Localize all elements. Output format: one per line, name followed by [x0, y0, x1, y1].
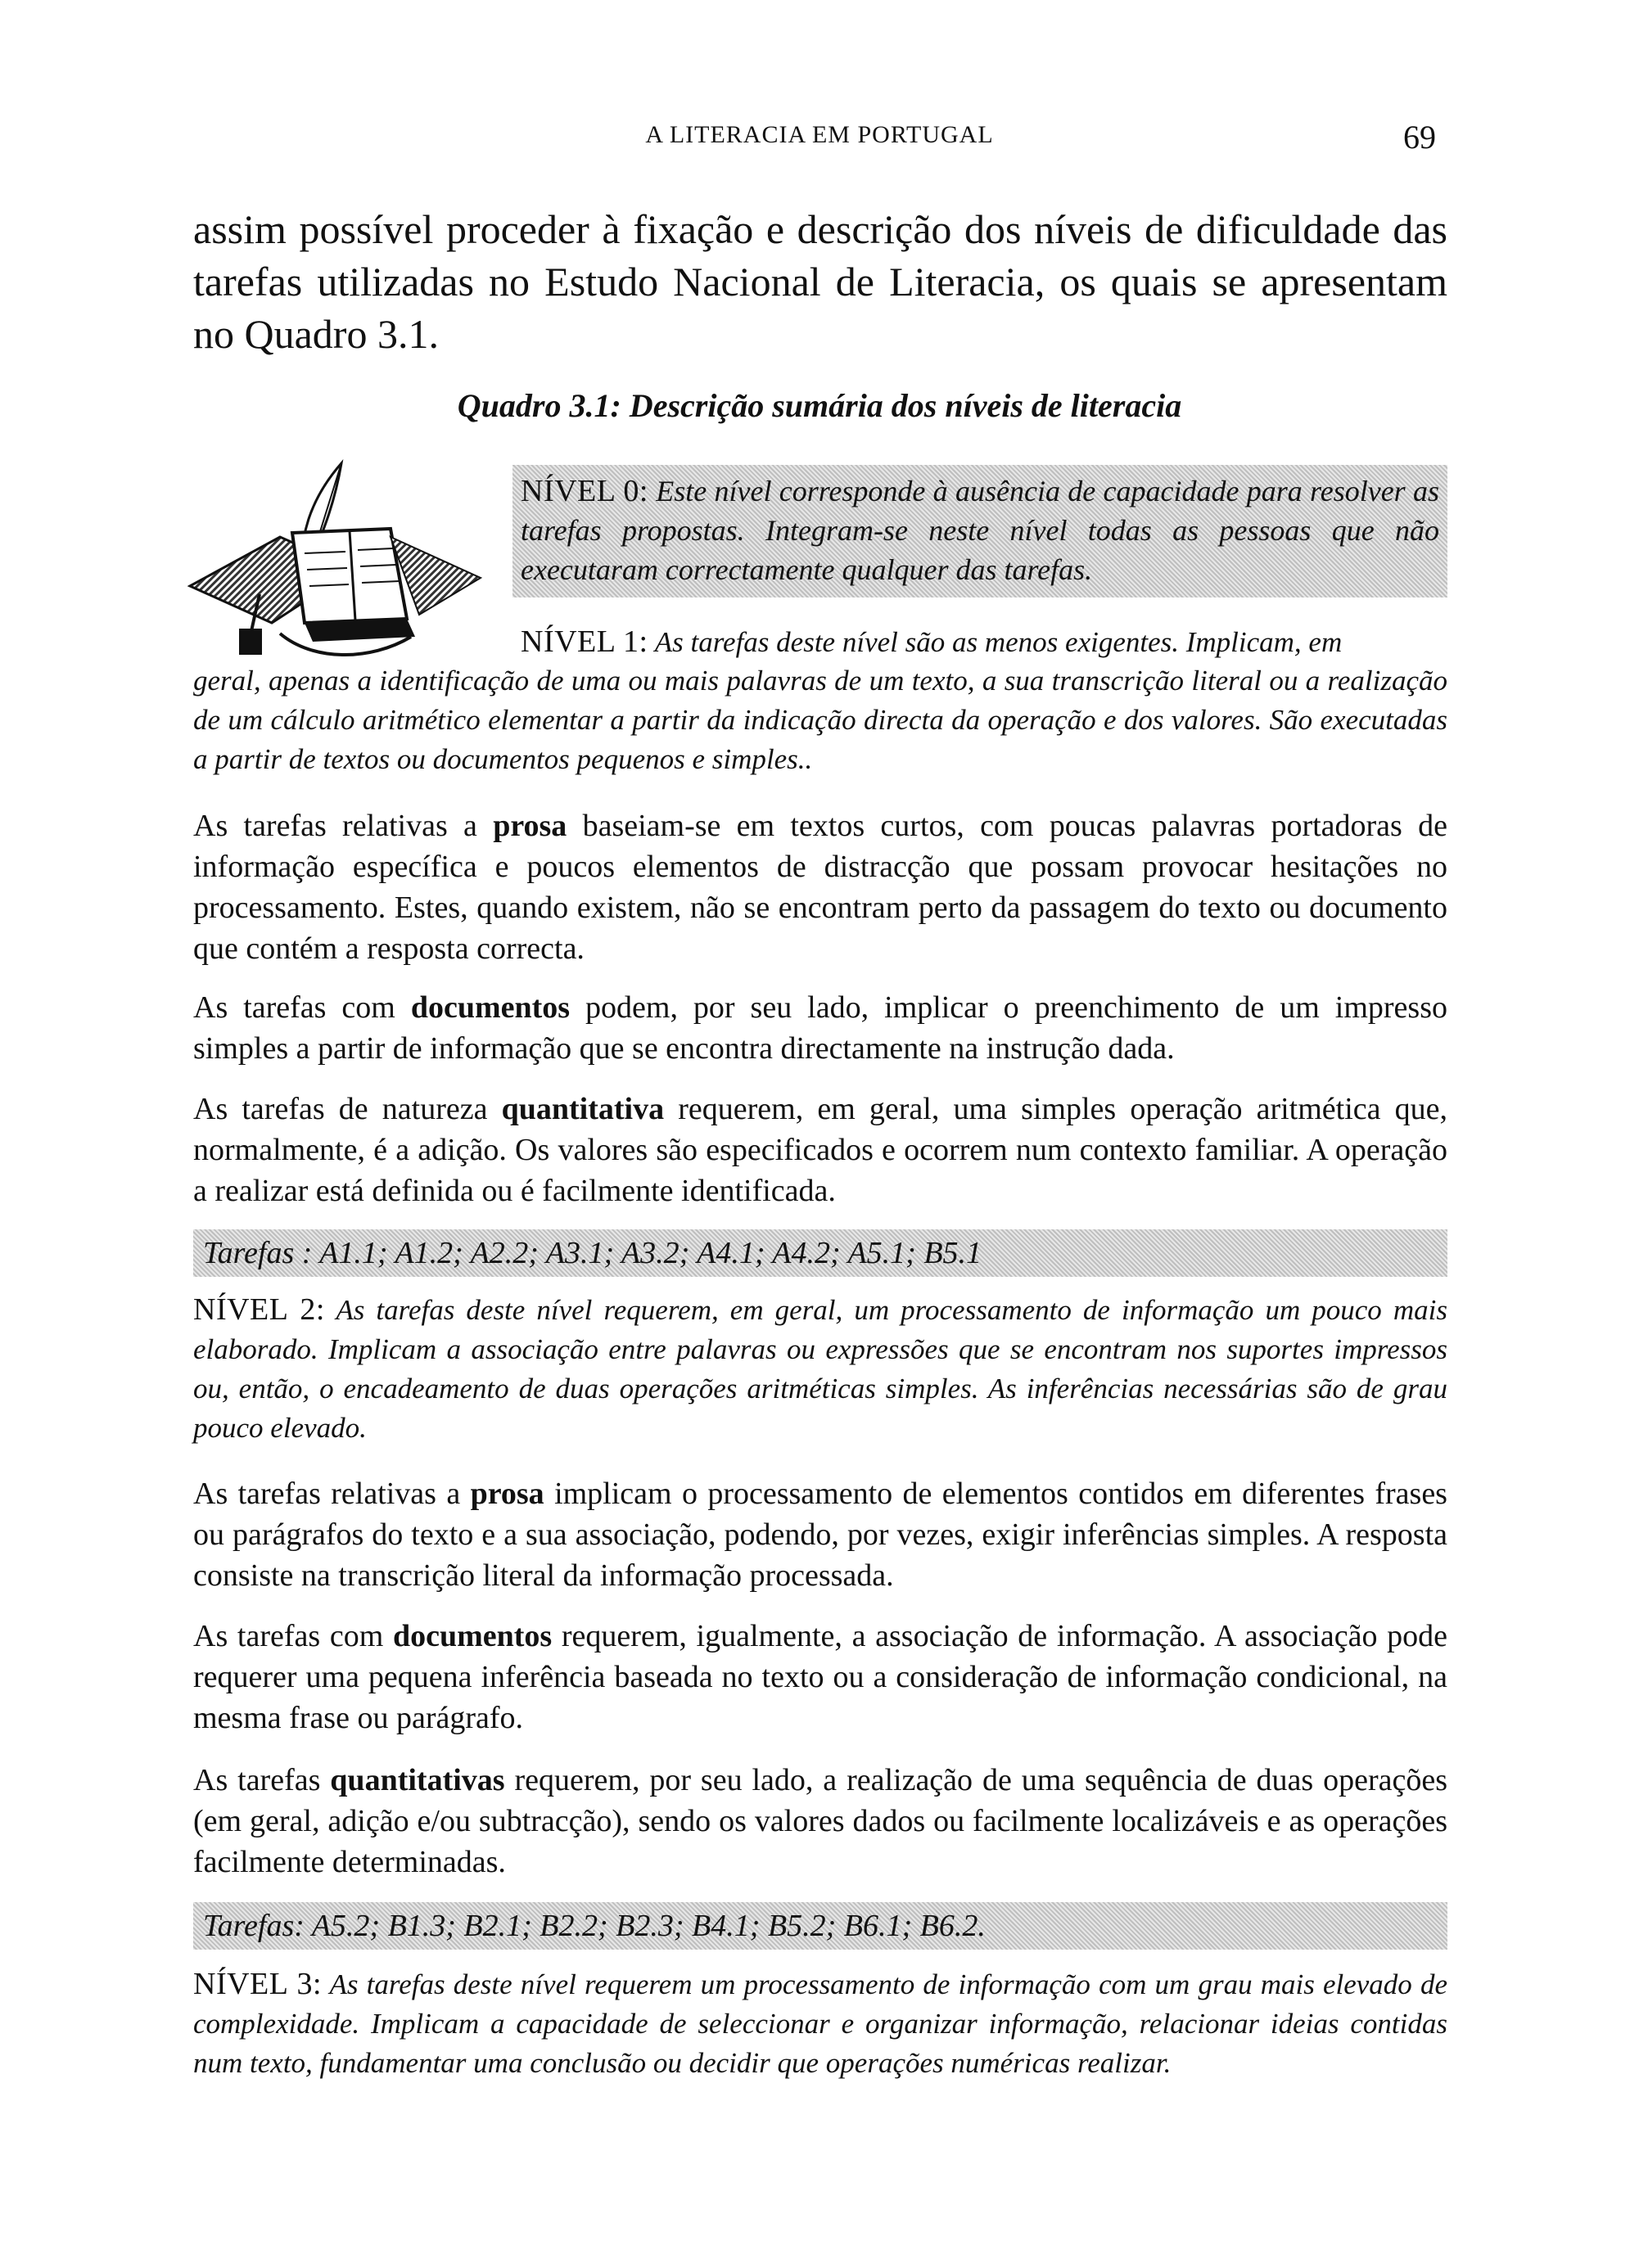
table-caption: Quadro 3.1: Descrição sumária dos níveis de literacia	[457, 387, 1182, 424]
level-2-documents-paragraph	[193, 1616, 1447, 1738]
level-2-documents-post: requerem, igualmente, a associação de informação. A associação pode requerer uma pequena inferência baseada no texto ou a consideração de informação condicional, na mesma frase ou parágrafo.	[193, 1619, 1447, 1735]
level-1-quantitative-paragraph	[193, 1089, 1447, 1211]
level-0-label: NÍVEL 0:	[521, 474, 648, 508]
level-1-prose-pre: As tarefas relativas a	[193, 809, 494, 843]
level-1-description: geral, apenas a identificação de uma ou mais palavras de um texto, a sua transcrição literal ou a realização de um cálculo aritmético elementar a partir da indicação directa da operação e dos valores. São executadas a partir de textos ou documentos pequenos e simples..	[193, 665, 1447, 775]
level-2-description	[193, 1290, 1447, 1448]
level-1-text-first: As tarefas deste nível são as menos exigentes. Implicam, em	[654, 626, 1343, 658]
running-title: A LITERACIA EM PORTUGAL	[645, 121, 994, 148]
level-3-label: NÍVEL 3:	[193, 1967, 323, 2001]
level-3-description	[193, 1964, 1447, 2083]
intro-paragraph: assim possível proceder à fixação e descrição dos níveis de dificuldade das tarefas utilizadas no Estudo Nacional de Literacia, os quais se apresentam no Quadro 3.1.	[193, 206, 1447, 357]
level-2-prose-term: prosa	[470, 1477, 544, 1511]
page-number: 69	[1403, 119, 1436, 156]
level-3-text: As tarefas deste nível requerem um processamento de informação com um grau mais elevado de complexidade. Implicam a capacidade de seleccionar e organizar informação, relacionar ideias contidas num texto, fundamentar uma conclusão ou decidir que operações numéricas realizar.	[193, 1968, 1447, 2079]
level-2-documents-pre: As tarefas com	[193, 1619, 393, 1653]
level-1-label: NÍVEL 1:	[521, 624, 648, 659]
level-1-prose-post: baseiam-se em textos curtos, com poucas palavras portadoras de informação específica e poucos elementos de distracção que possam provocar hesitações no processamento. Estes, quando existem, não se encontram perto da passagem do texto ou documento que contém a resposta correcta.	[193, 809, 1447, 966]
level-2-quantitative-pre: As tarefas	[193, 1763, 331, 1797]
level-1-documents-paragraph	[193, 987, 1447, 1069]
level-1-prose-paragraph	[193, 805, 1447, 969]
level-1-documents-post: podem, por seu lado, implicar o preenchimento de um impresso simples a partir de informação que se encontra directamente na instrução dada.	[193, 990, 1447, 1066]
level-0-text: Este nível corresponde à ausência de capacidade para resolver as tarefas propostas. Integram-se neste nível todas as pessoas que não executaram correctamente qualquer das tarefas.	[521, 475, 1439, 586]
level-1-quantitative-term: quantitativa	[501, 1092, 665, 1126]
level-1-documents-term: documentos	[410, 990, 571, 1025]
level-1-quantitative-post: requerem, em geral, uma simples operação aritmética que, normalmente, é a adição. Os valores são especificados e ocorrem num contexto familiar. A operação a realizar está definida ou é facilmente identificada.	[193, 1092, 1448, 1208]
level-2-label: NÍVEL 2:	[193, 1292, 325, 1327]
level-2-quantitative-term: quantitativas	[330, 1763, 505, 1797]
level-0-box	[512, 465, 1447, 597]
level-1-first-line	[193, 622, 1447, 662]
level-2-tasks-bar: Tarefas: A5.2; B1.3; B2.1; B2.2; B2.3; B4.1; B5.2; B6.1; B6.2.	[193, 1902, 1447, 1950]
level-2-documents-term: documentos	[392, 1619, 553, 1653]
level-1-tasks-bar: Tarefas : A1.1; A1.2; A2.2; A3.1; A3.2; A4.1; A4.2; A5.1; B5.1	[193, 1229, 1447, 1277]
level-2-prose-post: implicam o processamento de elementos contidos em diferentes frases ou parágrafos do texto e a sua associação, podendo, por vezes, exigir inferências simples. A resposta consiste na transcrição literal da informação processada.	[193, 1477, 1447, 1593]
level-1-prose-term: prosa	[493, 809, 567, 843]
level-2-prose-pre: As tarefas relativas a	[193, 1477, 471, 1511]
level-2-prose-paragraph	[193, 1473, 1447, 1596]
level-2-quantitative-post: requerem, por seu lado, a realização de uma sequência de duas operações (em geral, adição e/ou subtracção), sendo os valores dados ou facilmente localizáveis e as operações facilmente determinadas.	[193, 1763, 1447, 1879]
level-2-quantitative-paragraph	[193, 1760, 1447, 1882]
level-2-text: As tarefas deste nível requerem, em geral, um processamento de informação um pouco mais elaborado. Implicam a associação entre palavras ou expressões que se encontram nos suportes impressos ou, então, o encadeamento de duas operações aritméticas simples. As inferências necessárias são de grau pouco elevado.	[193, 1294, 1447, 1444]
page-header	[0, 121, 1639, 154]
level-1-documents-pre: As tarefas com	[193, 990, 411, 1025]
level-1-quantitative-pre: As tarefas de natureza	[193, 1092, 502, 1126]
